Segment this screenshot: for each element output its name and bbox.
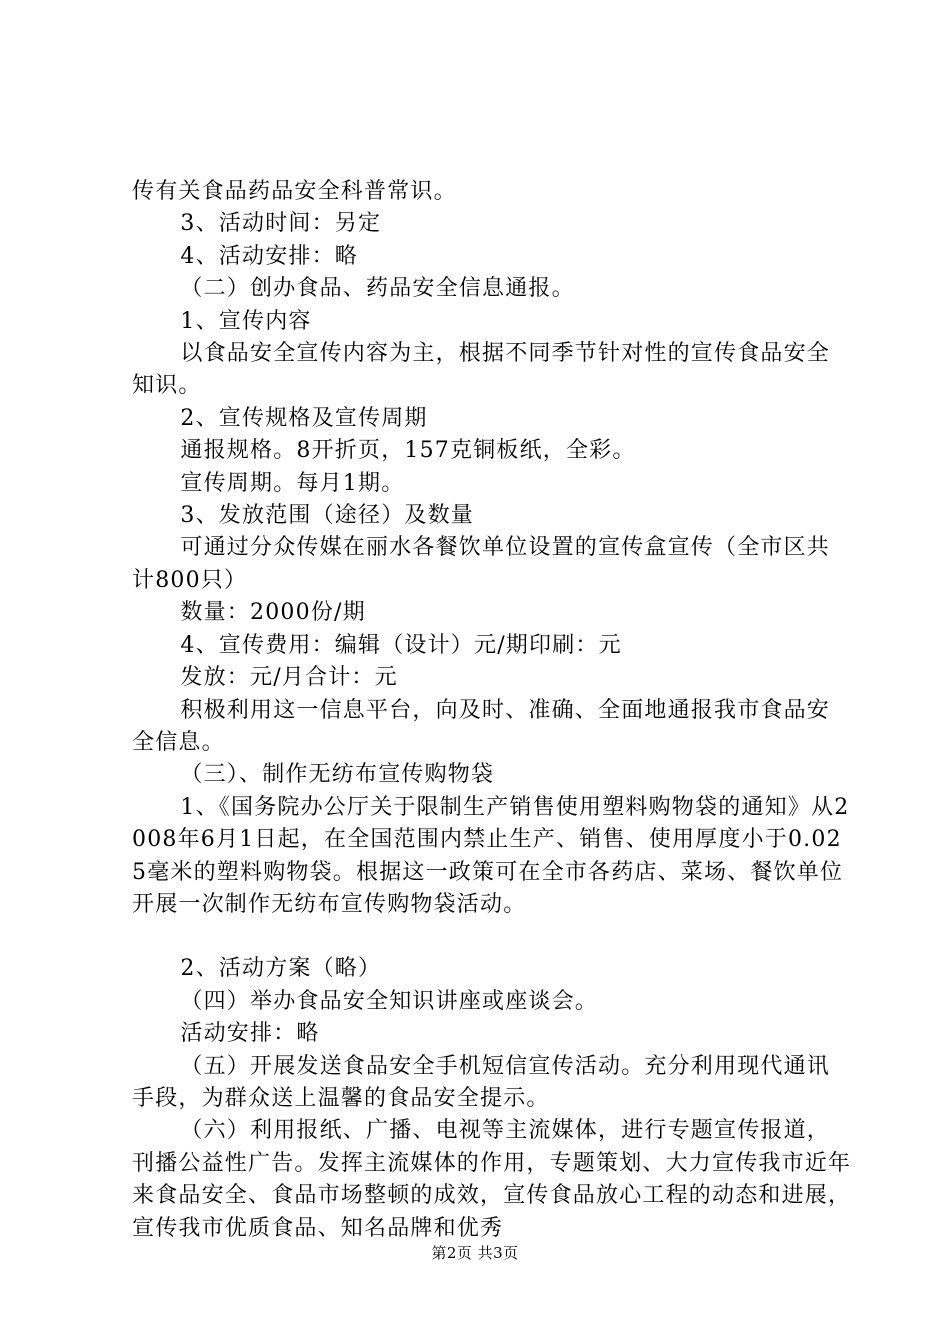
paragraph: 2、活动方案（略）: [180, 956, 382, 982]
paragraph: 1、《国务院办公厅关于限制生产销售使用塑料购物袋的通知》从2008年6月1日起，在全国范围内禁止生产、销售、使用厚度小于0.025毫米的塑料购物袋。根据这一政策可在全市各药店、菜场、餐饮单位开展一次制作无纺布宣传购物袋活动。: [132, 794, 850, 917]
paragraph: （五）开展发送食品安全手机短信宣传活动。充分利用现代通讯手段，为群众送上温馨的食品安全提示。: [132, 1053, 830, 1111]
paragraph: 1、宣传内容: [180, 308, 312, 334]
paragraph: 数量：2000份/期: [180, 600, 366, 626]
paragraph: （二）创办食品、药品安全信息通报。: [180, 276, 575, 302]
paragraph: 可通过分众传媒在丽水各餐饮单位设置的宣传盒宣传（全市区共计800只）: [132, 535, 830, 593]
paragraph: 3、活动时间：另定: [180, 211, 382, 237]
paragraph: 2、宣传规格及宣传周期: [180, 405, 428, 431]
paragraph: （三）、制作无纺布宣传购物袋: [180, 762, 495, 788]
paragraph: （六）利用报纸、广播、电视等主流媒体，进行专题宣传报道，刊播公益性广告。发挥主流媒体的作用，专题策划、大力宣传我市近年来食品安全、食品市场整顿的成效，宣传食品放心工程的动态和进展，宣传我市优质食品、知名品牌和优秀: [132, 1118, 852, 1241]
page-footer: 第2页 共3页: [431, 1244, 519, 1262]
paragraph: 3、发放范围（途径）及数量: [180, 503, 474, 529]
paragraph: 宣传周期。每月1期。: [180, 470, 405, 496]
paragraph: 活动安排：略: [180, 1021, 320, 1047]
paragraph: 通报规格。8开折页，157克铜板纸，全彩。: [180, 438, 636, 464]
paragraph: 传有关食品药品安全科普常识。: [132, 179, 457, 204]
document-body: [132, 176, 852, 1245]
paragraph: 发放：元/月合计：元: [180, 665, 398, 691]
paragraph: 4、活动安排：略: [180, 243, 358, 269]
paragraph: 4、宣传费用：编辑（设计）元/期印刷：元: [180, 632, 622, 658]
paragraph: 以食品安全宣传内容为主，根据不同季节针对性的宣传食品安全知识。: [132, 341, 830, 399]
paragraph: 积极利用这一信息平台，向及时、准确、全面地通报我市食品安全信息。: [132, 697, 830, 755]
paragraph: （四）举办食品安全知识讲座或座谈会。: [180, 988, 598, 1014]
